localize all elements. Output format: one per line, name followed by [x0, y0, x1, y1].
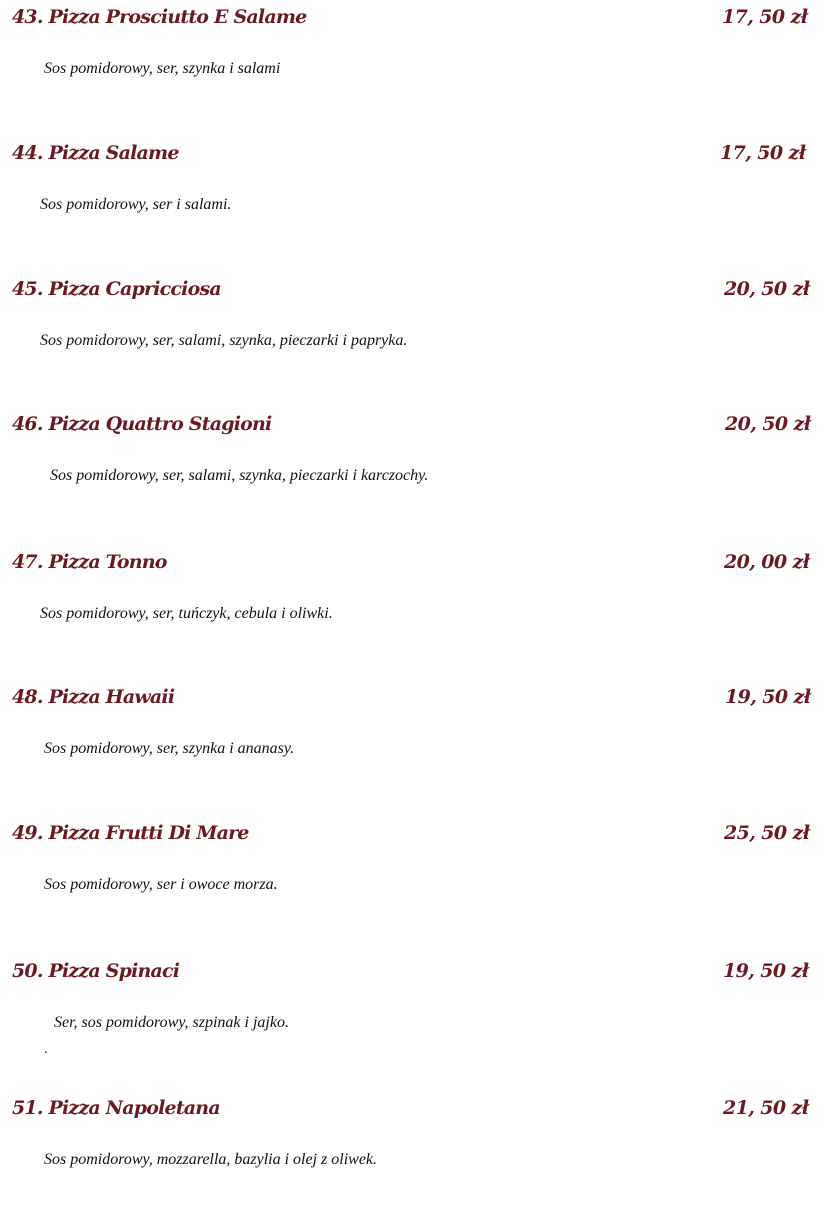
menu-item-price: 20, 00 zł [724, 551, 810, 573]
menu-item-title: 51. Pizza Napoletana [12, 1097, 220, 1119]
menu-item-description: Sos pomidorowy, ser, szynka i salami [44, 60, 281, 77]
menu-item-price: 19, 50 zł [725, 686, 811, 708]
menu-item-title: 46. Pizza Quattro Stagioni [12, 413, 272, 435]
menu-item-title: 48. Pizza Hawaii [12, 686, 175, 708]
menu-item-price: 17, 50 zł [722, 6, 808, 28]
menu-item-price: 17, 50 zł [720, 142, 806, 164]
menu-item-price: 25, 50 zł [724, 822, 810, 844]
stray-dot: . [44, 1042, 48, 1057]
menu-item-description: Sos pomidorowy, ser, tuńczyk, cebula i oliwki. [40, 605, 333, 622]
menu-item-title: 47. Pizza Tonno [12, 551, 167, 573]
menu-item-title: 49. Pizza Frutti Di Mare [12, 822, 249, 844]
menu-item-title: 50. Pizza Spinaci [12, 960, 180, 982]
menu-item-description: Sos pomidorowy, ser, szynka i ananasy. [44, 740, 295, 757]
menu-item-description: Sos pomidorowy, ser i salami. [40, 196, 232, 213]
menu-item-description: Sos pomidorowy, mozzarella, bazylia i olej z oliwek. [44, 1151, 378, 1168]
menu-item-description: Sos pomidorowy, ser, salami, szynka, pieczarki i papryka. [40, 332, 408, 349]
menu-item-description: Sos pomidorowy, ser i owoce morza. [44, 876, 278, 893]
menu-item-title: 43. Pizza Prosciutto E Salame [12, 6, 307, 28]
menu-item-price: 19, 50 zł [723, 960, 809, 982]
menu-item-title: 44. Pizza Salame [12, 142, 179, 164]
menu-item-title: 45. Pizza Capricciosa [12, 278, 221, 300]
menu-item-description: Sos pomidorowy, ser, salami, szynka, pieczarki i karczochy. [50, 467, 429, 484]
menu-item-description: Ser, sos pomidorowy, szpinak i jajko. [54, 1014, 289, 1031]
menu-item-price: 21, 50 zł [723, 1097, 809, 1119]
menu-item-price: 20, 50 zł [725, 413, 811, 435]
menu-item-price: 20, 50 zł [724, 278, 810, 300]
